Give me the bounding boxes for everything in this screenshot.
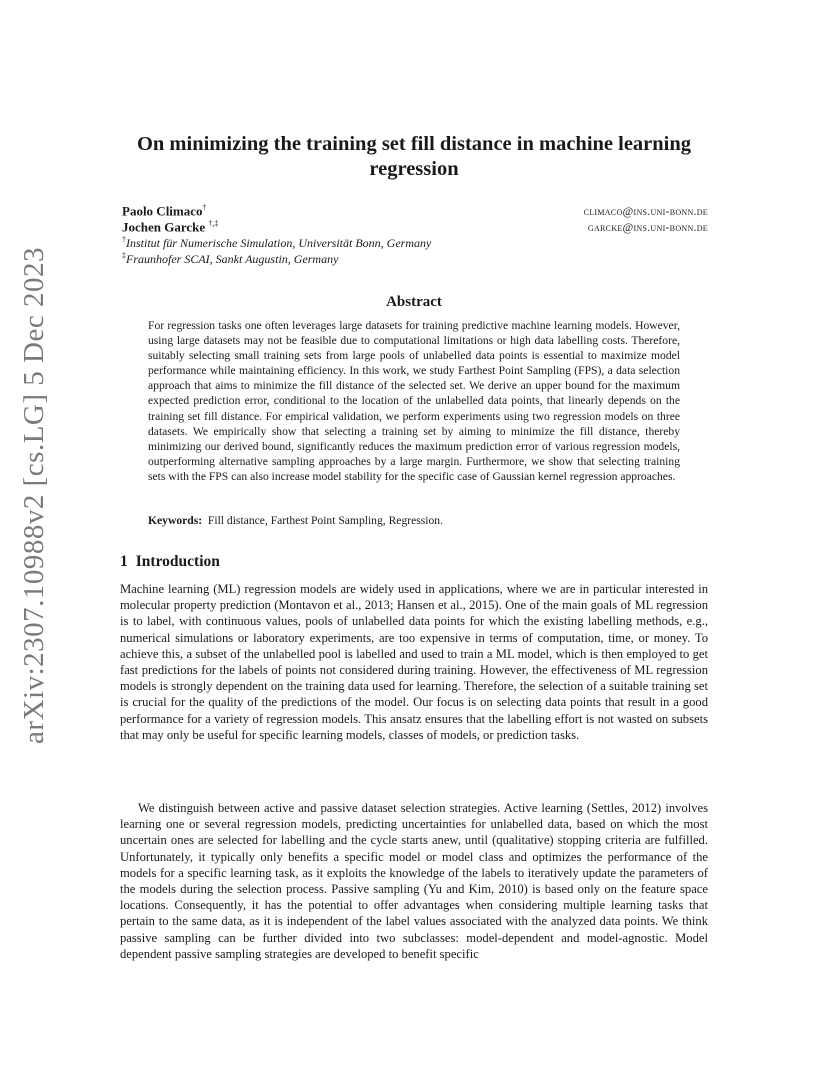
arxiv-identifier-text: arXiv:2307.10988v2 [cs.LG] 5 Dec 2023 xyxy=(17,246,50,744)
affiliation-mark: † xyxy=(122,235,126,244)
body-paragraph: We distinguish between active and passive dataset selection strategies. Active learning (Settles, 2012) involves learning one or several regression models, predicting uncertainties for unlabelled data, based on which the most uncertain ones are selected for labelling and the cycle starts anew, until (qualitative) stopping criteria are fulfilled. Unfortunately, it typically only benefits a specific model or model class and optimizes the performance of the models for a specific learning task, as it exploits the knowledge of the labels to iteratively update the parameters of the models during the selection process. Passive sampling (Yu and Kim, 2010) is based only on the feature space locations. Consequently, it has the potential to offer advantages when considering multiple learning tasks that pertain to the same data, as it is independent of the label values associated with the analyzed data points. We think passive sampling can be further divided into two subclasses: model-dependent and model-agnostic. Model dependent passive sampling strategies are developed to benefit specific xyxy=(120,801,708,961)
section-heading-introduction xyxy=(120,553,220,571)
section-number: 1 xyxy=(120,553,128,570)
affiliation-mark: ‡ xyxy=(122,251,126,260)
paper-title: On minimizing the training set fill distance in machine learning regression xyxy=(136,133,692,180)
author-name: Jochen Garcke †,‡ xyxy=(122,219,219,235)
arxiv-identifier-stamp xyxy=(4,246,64,744)
keywords-list: Fill distance, Farthest Point Sampling, Regression. xyxy=(207,514,443,527)
body-paragraph: Machine learning (ML) regression models are widely used in applications, where we are in particular interested in molecular property prediction (Montavon et al., 2013; Hansen et al., 2015). One of the main goals of ML regression is to label, with continuous values, pools of unlabelled data points for which the existing labelling methods, e.g., numerical simulations or laboratory experiments, are too expensive in terms of computation, time, or money. To achieve this, a subset of the unlabelled pool is labelled and used to train a ML model, which is then employed to get fast predictions for the labels of points not considered during training. However, the effectiveness of ML regression models is strongly dependent on the training data used for learning. Therefore, the selection of a suitable training set is crucial for the quality of the predictions of the model. Our focus is on selecting data points that result in a good performance for a variety of regression models. This ansatz ensures that the labelling effort is not wasted on subsets that may only be useful for specific learning models, classes of models, or prediction tasks. xyxy=(120,582,708,742)
keywords xyxy=(148,513,680,528)
author-email: climaco@ins.uni-bonn.de xyxy=(583,206,708,219)
author-email: garcke@ins.uni-bonn.de xyxy=(587,222,708,235)
abstract-body: For regression tasks one often leverages large datasets for training predictive machine learning models. However, using large datasets may not be feasible due to computational limitations or high data labelling costs. Therefore, suitably selecting small training sets from large pools of unlabelled data points is essential to maximize model performance while maintaining efficiency. In this work, we study Farthest Point Sampling (FPS), a data selection approach that aims to minimize the fill distance of the selected set. We derive an upper bound for the maximum expected prediction error, conditional to the location of the unlabelled data points, that linearly depends on the training set fill distance. For empirical validation, we perform experiments using two regression models on three datasets. We empirically show that selecting a training set by aiming to minimize the fill distance, thereby minimizing our derived bound, significantly reduces the maximum prediction error of various regression models, outperforming alternative sampling approaches by a large margin. Furthermore, we show that selecting training sets with the FPS can also increase model stability for the specific case of Gaussian kernel regression approaches. xyxy=(148,319,680,483)
affiliation-mark: †,‡ xyxy=(208,219,219,228)
author-row xyxy=(122,219,708,235)
affiliation: ‡Fraunhofer SCAI, Sankt Augustin, Germany xyxy=(122,251,339,266)
keywords-label: Keywords: xyxy=(148,514,203,527)
affiliation: †Institut für Numerische Simulation, Universität Bonn, Germany xyxy=(122,235,432,250)
author-row xyxy=(122,203,708,219)
author-name: Paolo Climaco† xyxy=(122,203,207,219)
abstract-heading: Abstract xyxy=(386,294,442,310)
affiliation-mark: † xyxy=(202,203,207,212)
section-title: Introduction xyxy=(135,553,220,570)
